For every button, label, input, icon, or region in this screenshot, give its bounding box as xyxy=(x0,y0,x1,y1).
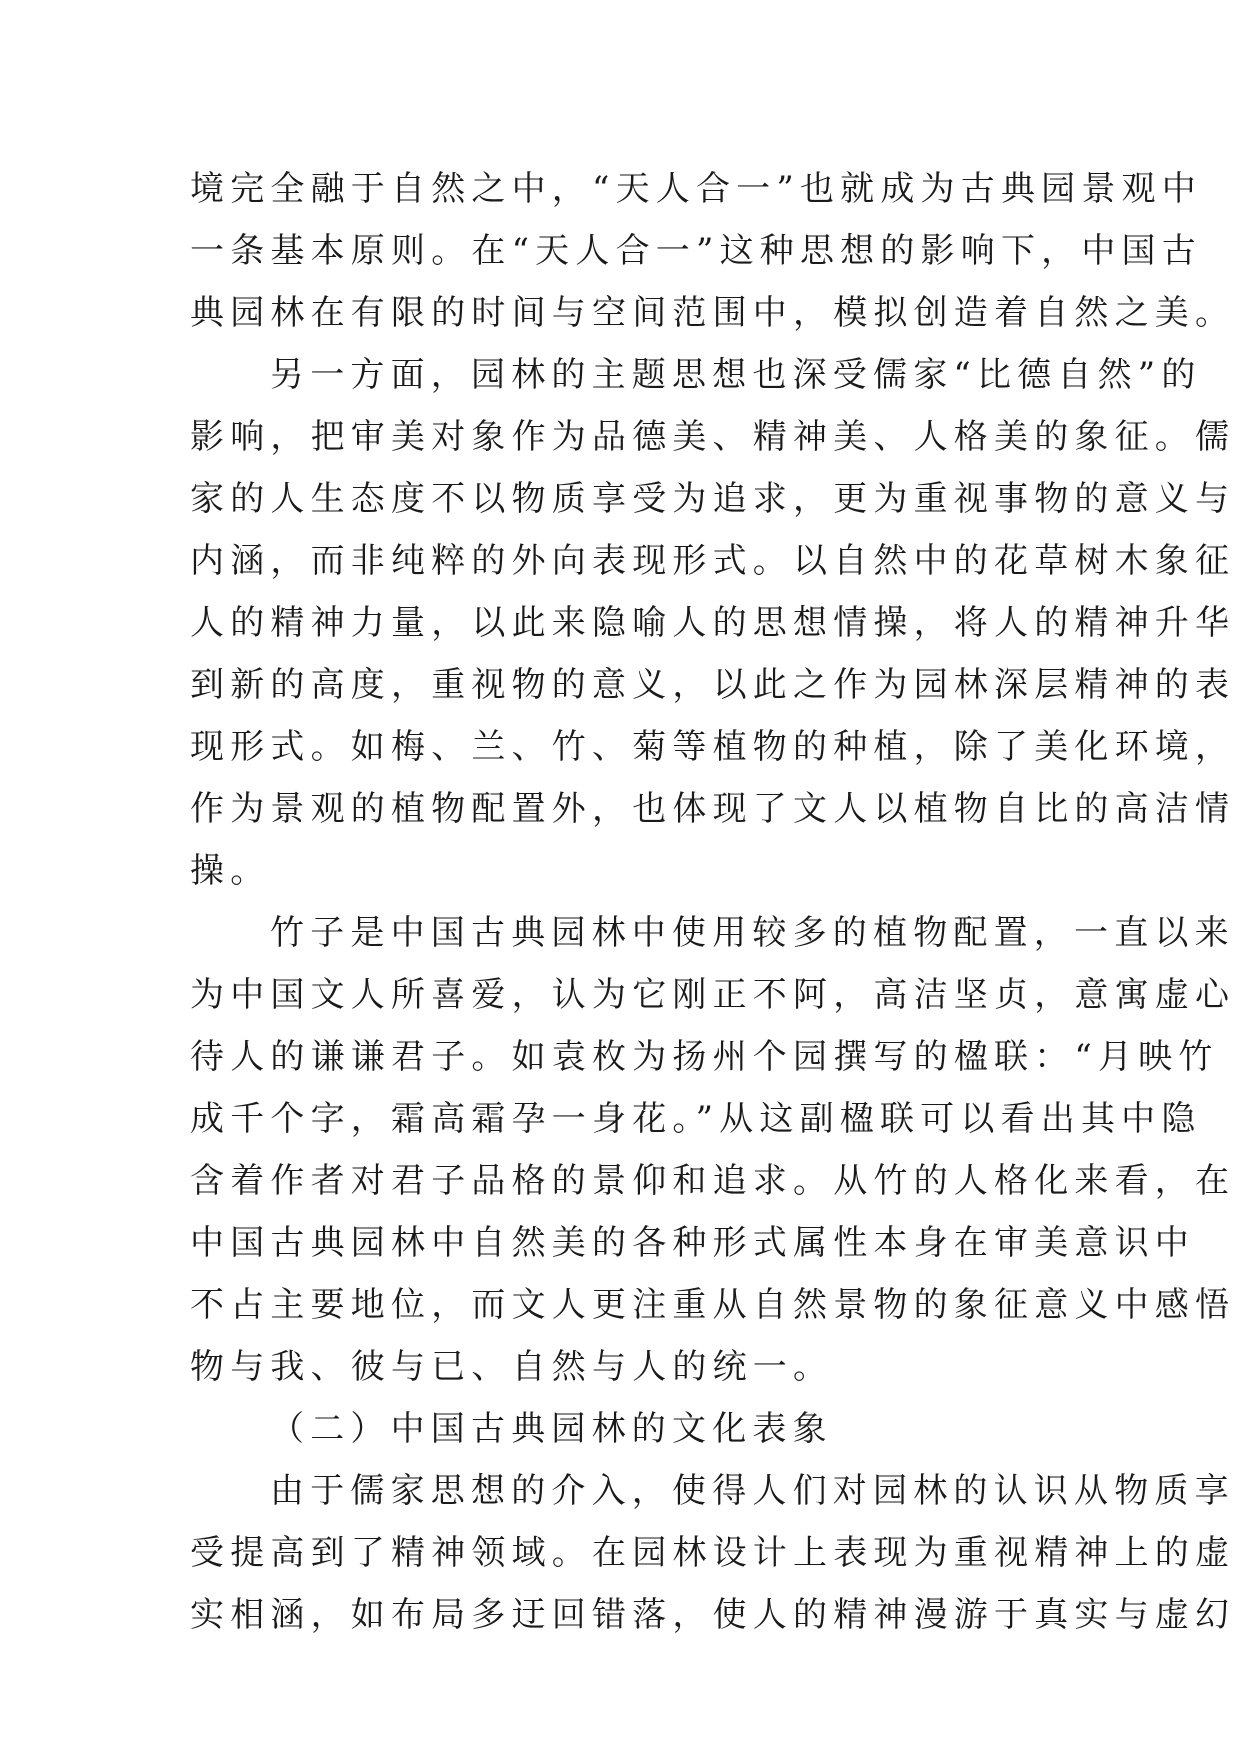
text-line: 待人的谦谦君子。如袁枚为扬州个园撰写的楹联：“月映竹 xyxy=(190,1037,1219,1077)
text-line: 内涵，而非纯粹的外向表现形式。以自然中的花草树木象征 xyxy=(190,541,1236,581)
document-body xyxy=(190,158,1236,1646)
text-line: 物与我、彼与已、自然与人的统一。 xyxy=(190,1347,834,1387)
paragraph-first-line: 另一方面，园林的主题思想也深受儒家“比德自然”的 xyxy=(270,355,1202,395)
text-line: 作为景观的植物配置外，也体现了文人以植物自比的高洁情 xyxy=(190,789,1236,829)
text-line: 境完全融于自然之中，“天人合一”也就成为古典园景观中 xyxy=(190,169,1202,209)
text-line: 影响，把审美对象作为品德美、精神美、人格美的象征。儒 xyxy=(190,417,1236,457)
text-line: 为中国文人所喜爱，认为它刚正不阿，高洁坚贞，意寓虚心 xyxy=(190,975,1236,1015)
text-line: 不占主要地位，而文人更注重从自然景物的象征意义中感悟 xyxy=(190,1285,1236,1325)
text-line: 现形式。如梅、兰、竹、菊等植物的种植，除了美化环境， xyxy=(190,727,1236,767)
text-line: 人的精神力量，以此来隐喻人的思想情操，将人的精神升华 xyxy=(190,603,1236,643)
paragraph-first-line: 由于儒家思想的介入，使得人们对园林的认识从物质享 xyxy=(270,1471,1235,1511)
text-line: 受提高到了精神领域。在园林设计上表现为重视精神上的虚 xyxy=(190,1533,1236,1573)
text-line: 到新的高度，重视物的意义，以此之作为园林深层精神的表 xyxy=(190,665,1236,705)
text-line: 家的人生态度不以物质享受为追求，更为重视事物的意义与 xyxy=(190,479,1236,519)
text-line: 成千个字，霜高霜孕一身花。”从这副楹联可以看出其中隐 xyxy=(190,1099,1202,1139)
paragraph-first-line: 竹子是中国古典园林中使用较多的植物配置，一直以来 xyxy=(270,913,1235,953)
text-line: 实相涵，如布局多迂回错落，使人的精神漫游于真实与虚幻 xyxy=(190,1595,1236,1635)
text-line: 含着作者对君子品格的景仰和追求。从竹的人格化来看，在 xyxy=(190,1161,1236,1201)
text-line: 典园林在有限的时间与空间范围中，模拟创造着自然之美。 xyxy=(190,293,1236,333)
section-heading: （二）中国古典园林的文化表象 xyxy=(270,1409,833,1449)
text-line: 中国古典园林中自然美的各种形式属性本身在审美意识中 xyxy=(190,1223,1195,1263)
text-line: 一条基本原则。在“天人合一”这种思想的影响下，中国古 xyxy=(190,231,1202,271)
text-line: 操。 xyxy=(190,851,271,891)
